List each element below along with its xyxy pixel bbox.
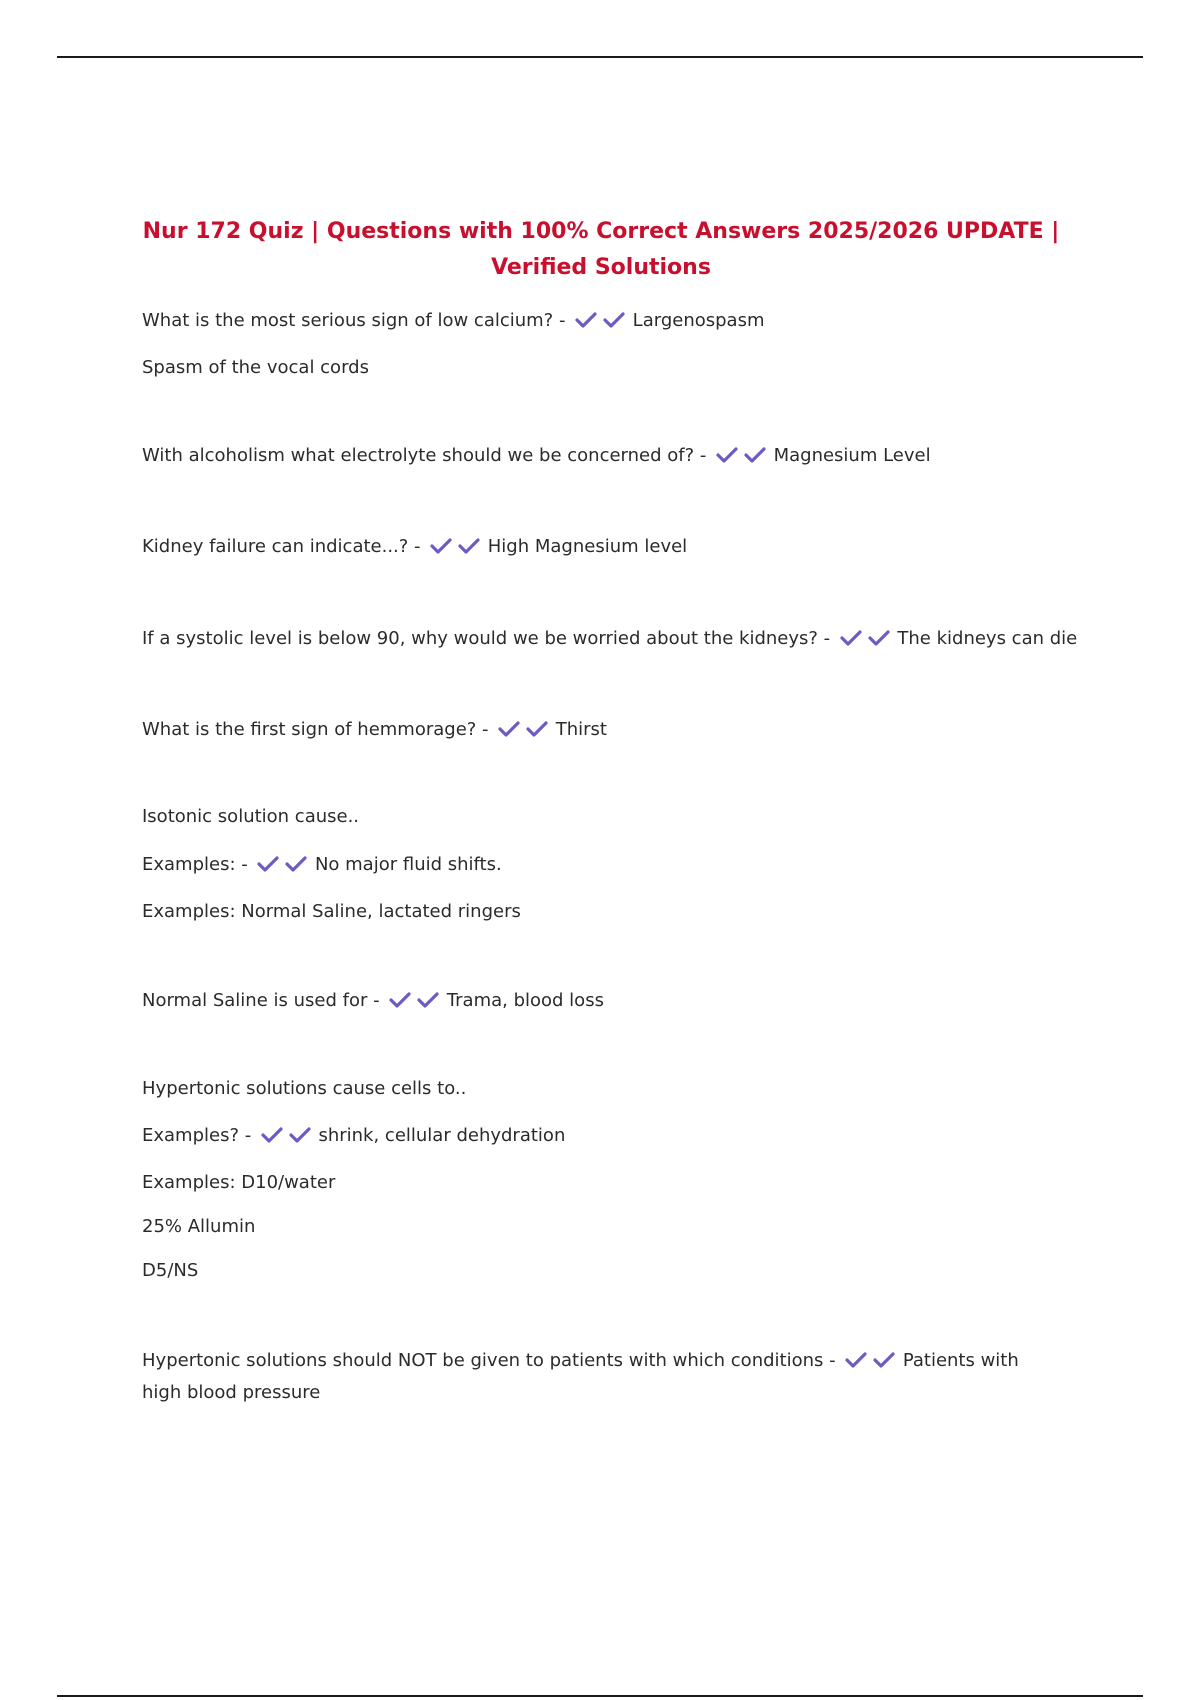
question-text: Examples? - (142, 1125, 252, 1146)
question-text: What is the first sign of hemmorage? - (142, 719, 489, 740)
qa-item-1 (142, 306, 1062, 382)
qa-item-4 (142, 624, 1078, 656)
double-check-icon (498, 718, 548, 747)
question-text: With alcoholism what electrolyte should we be concerned of? - (142, 445, 707, 466)
answer-detail: D5/NS (142, 1260, 199, 1281)
answer-text: Magnesium Level (773, 445, 931, 466)
question-line (142, 1121, 1062, 1153)
qa-item-5 (142, 715, 1062, 747)
answer-detail: Examples: D10/water (142, 1172, 336, 1193)
question-line (142, 1346, 1062, 1407)
double-check-icon (575, 309, 625, 338)
double-check-icon (389, 989, 439, 1018)
question-text: What is the most serious sign of low calcium? - (142, 310, 566, 331)
question-line (142, 715, 1062, 747)
question-text: If a systolic level is below 90, why would we be worried about the kidneys? - (142, 628, 831, 649)
answer-detail: 25% Allumin (142, 1216, 256, 1237)
answer-text: The kidneys can die (897, 628, 1078, 649)
answer-detail: Examples: Normal Saline, lactated ringers (142, 901, 521, 922)
question-line (142, 986, 1062, 1018)
answer-text: Thirst (555, 719, 607, 740)
title-line-1: Nur 172 Quiz | Questions with 100% Correct Answers 2025/2026 UPDATE | (142, 219, 1060, 244)
double-check-icon (257, 853, 307, 882)
answer-text: Trama, blood loss (446, 990, 604, 1011)
double-check-icon (261, 1124, 311, 1153)
question-preamble: Isotonic solution cause.. (142, 806, 360, 827)
answer-text: Largenospasm (632, 310, 765, 331)
question-text: Hypertonic solutions should NOT be given to patients with which conditions - (142, 1350, 836, 1371)
qa-item-3 (142, 532, 1062, 564)
question-line (142, 532, 1062, 564)
double-check-icon (716, 444, 766, 473)
question-line (142, 441, 1062, 473)
answer-text: shrink, cellular dehydration (318, 1125, 566, 1146)
double-check-icon (845, 1349, 895, 1378)
qa-item-6 (142, 802, 1062, 926)
title-line-2: Verified Solutions (491, 255, 711, 280)
question-text: Kidney failure can indicate...? - (142, 536, 421, 557)
answer-detail: Spasm of the vocal cords (142, 357, 369, 378)
bottom-rule (57, 1695, 1143, 1697)
qa-item-7 (142, 986, 1062, 1018)
double-check-icon (430, 535, 480, 564)
qa-item-8 (142, 1074, 1062, 1285)
top-rule (57, 56, 1143, 58)
question-line (142, 850, 1062, 882)
double-check-icon (840, 627, 890, 656)
question-text: Normal Saline is used for - (142, 990, 380, 1011)
answer-text: High Magnesium level (487, 536, 688, 557)
document-title (142, 214, 1060, 286)
question-text: Examples: - (142, 854, 248, 875)
question-line (142, 624, 1078, 656)
qa-item-2 (142, 441, 1062, 473)
qa-item-9 (142, 1346, 1062, 1407)
answer-text: No major fluid shifts. (314, 854, 502, 875)
answer-text: Patients with high blood pressure (142, 1350, 1019, 1403)
question-line (142, 306, 1062, 338)
question-preamble: Hypertonic solutions cause cells to.. (142, 1078, 467, 1099)
